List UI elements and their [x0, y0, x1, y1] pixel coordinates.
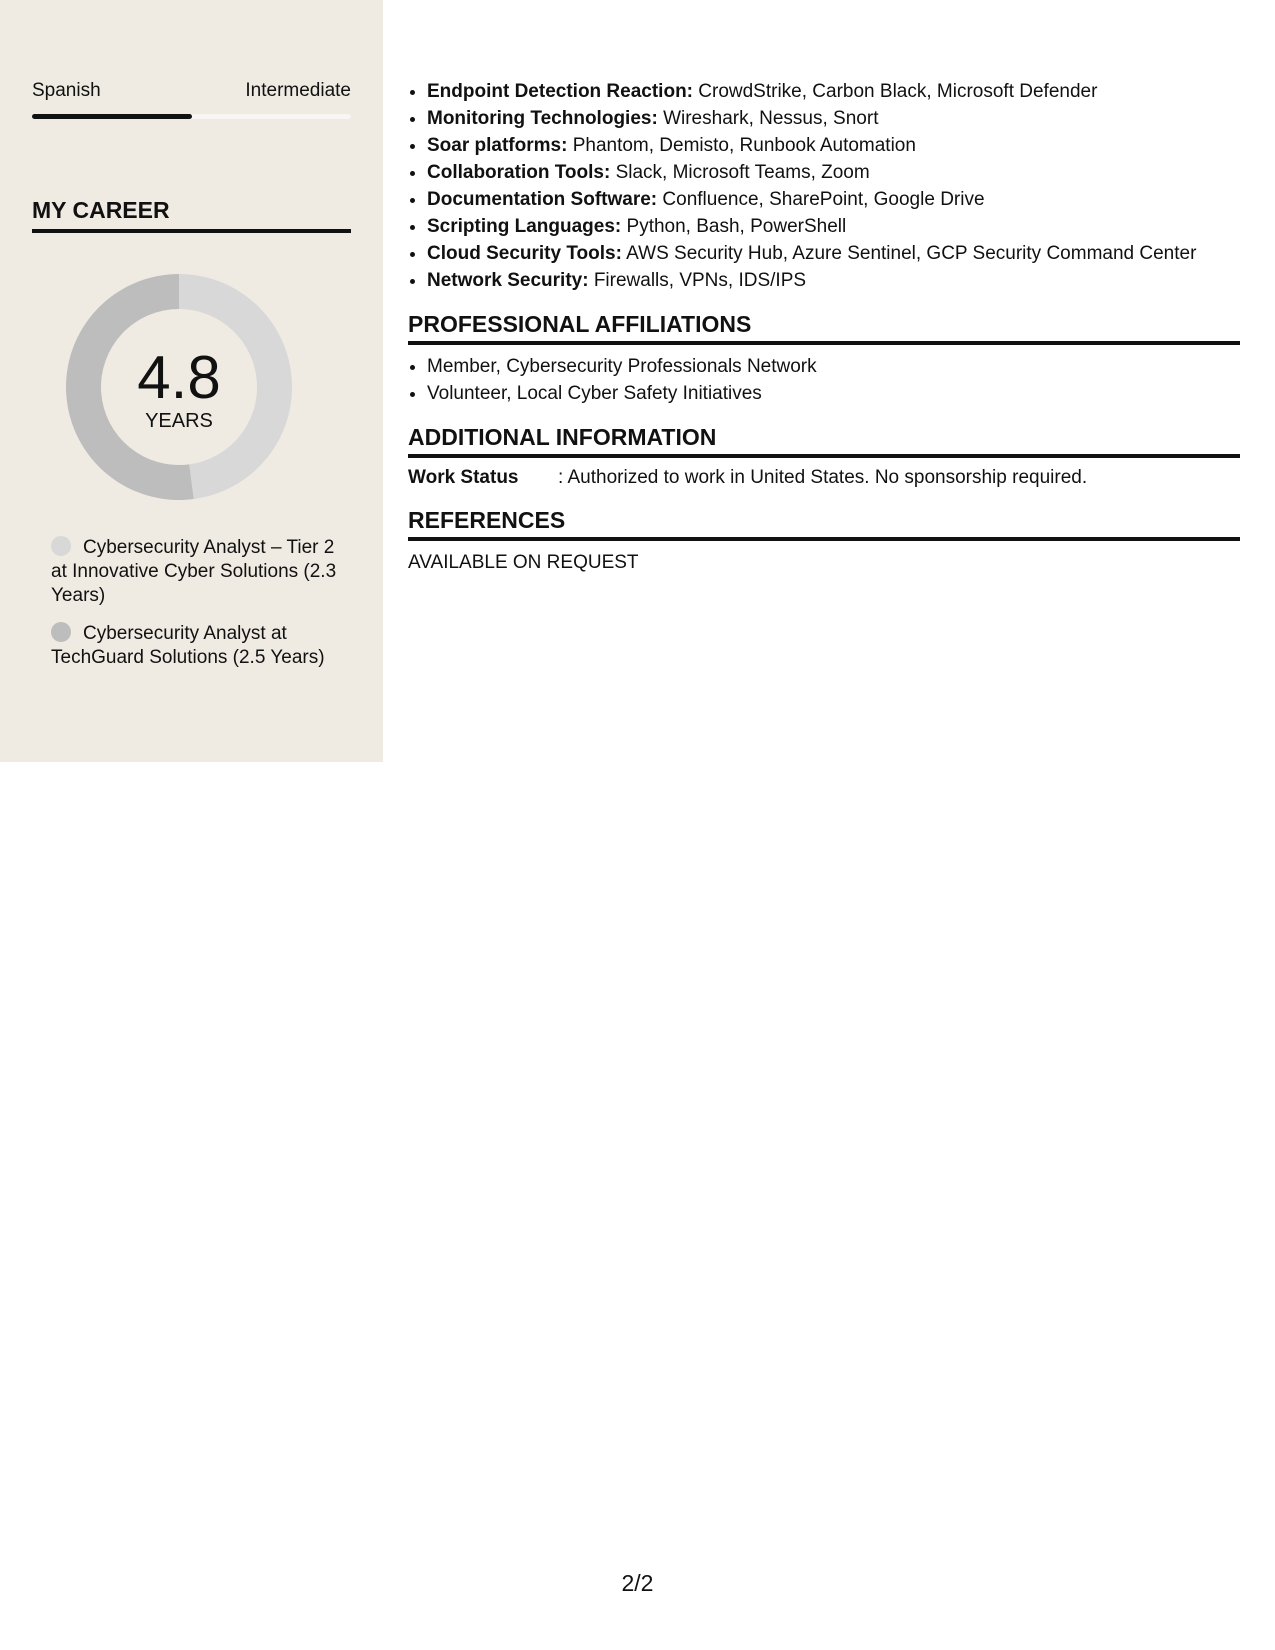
- career-legend-dot-icon: [51, 622, 71, 642]
- additional-info-heading: ADDITIONAL INFORMATION: [408, 423, 1240, 458]
- skill-value: Slack, Microsoft Teams, Zoom: [610, 162, 870, 183]
- career-item: [51, 622, 341, 670]
- experience-unit: YEARS: [145, 410, 213, 432]
- references-text: AVAILABLE ON REQUEST: [408, 552, 639, 573]
- skill-label: Network Security:: [427, 270, 589, 291]
- skill-label: Collaboration Tools:: [427, 162, 611, 183]
- career-heading: MY CAREER: [32, 196, 351, 233]
- language-row: [32, 80, 351, 102]
- skill-label: Monitoring Technologies:: [427, 108, 658, 129]
- skill-item: [427, 186, 1240, 213]
- language-proficiency-bar: [32, 114, 351, 119]
- skill-value: Phantom, Demisto, Runbook Automation: [567, 135, 916, 156]
- affiliation-item: • Member, Cybersecurity Professionals Network: [427, 353, 1240, 380]
- career-list: [51, 536, 341, 684]
- skill-value: AWS Security Hub, Azure Sentinel, GCP Security Command Center: [621, 243, 1197, 264]
- work-status-value: : Authorized to work in United States. No sponsorship required.: [558, 467, 1088, 488]
- work-status-row: [408, 466, 1240, 490]
- experience-total: 4.8: [137, 344, 221, 411]
- skill-item: [427, 267, 1240, 294]
- main-content: [408, 78, 1240, 575]
- skill-item: [427, 159, 1240, 186]
- skill-label: Documentation Software:: [427, 189, 658, 210]
- page-number: 2/2: [621, 1570, 654, 1596]
- career-item-text: Cybersecurity Analyst at TechGuard Solutions (2.5 Years): [51, 623, 325, 668]
- skill-label: Scripting Languages:: [427, 216, 622, 237]
- skill-item: [427, 132, 1240, 159]
- skill-item: [427, 78, 1240, 105]
- skill-item: [427, 105, 1240, 132]
- career-item-text: Cybersecurity Analyst – Tier 2 at Innovative Cyber Solutions (2.3 Years): [51, 537, 337, 606]
- skill-value: Wireshark, Nessus, Snort: [657, 108, 879, 129]
- language-name: Spanish: [32, 80, 101, 101]
- affiliations-heading: PROFESSIONAL AFFILIATIONS: [408, 310, 1240, 345]
- skill-value: Python, Bash, PowerShell: [621, 216, 847, 237]
- skill-item: [427, 213, 1240, 240]
- skill-value: Confluence, SharePoint, Google Drive: [657, 189, 985, 210]
- sidebar: [0, 0, 383, 762]
- affiliations-list: [408, 353, 1240, 407]
- skill-value: CrowdStrike, Carbon Black, Microsoft Defender: [693, 81, 1098, 102]
- skill-value: Firewalls, VPNs, IDS/IPS: [588, 270, 807, 291]
- affiliation-item: • Volunteer, Local Cyber Safety Initiatives: [427, 380, 1240, 407]
- career-item: [51, 536, 341, 608]
- skill-item: [427, 240, 1240, 267]
- references-heading: REFERENCES: [408, 506, 1240, 541]
- skill-label: Soar platforms:: [427, 135, 568, 156]
- career-legend-dot-icon: [51, 536, 71, 556]
- language-proficiency-fill: [32, 114, 192, 119]
- work-status-label: Work Status: [408, 467, 519, 488]
- skills-list: [408, 78, 1240, 294]
- skill-label: Cloud Security Tools:: [427, 243, 622, 264]
- language-level: Intermediate: [245, 80, 351, 101]
- skill-label: Endpoint Detection Reaction:: [427, 81, 693, 102]
